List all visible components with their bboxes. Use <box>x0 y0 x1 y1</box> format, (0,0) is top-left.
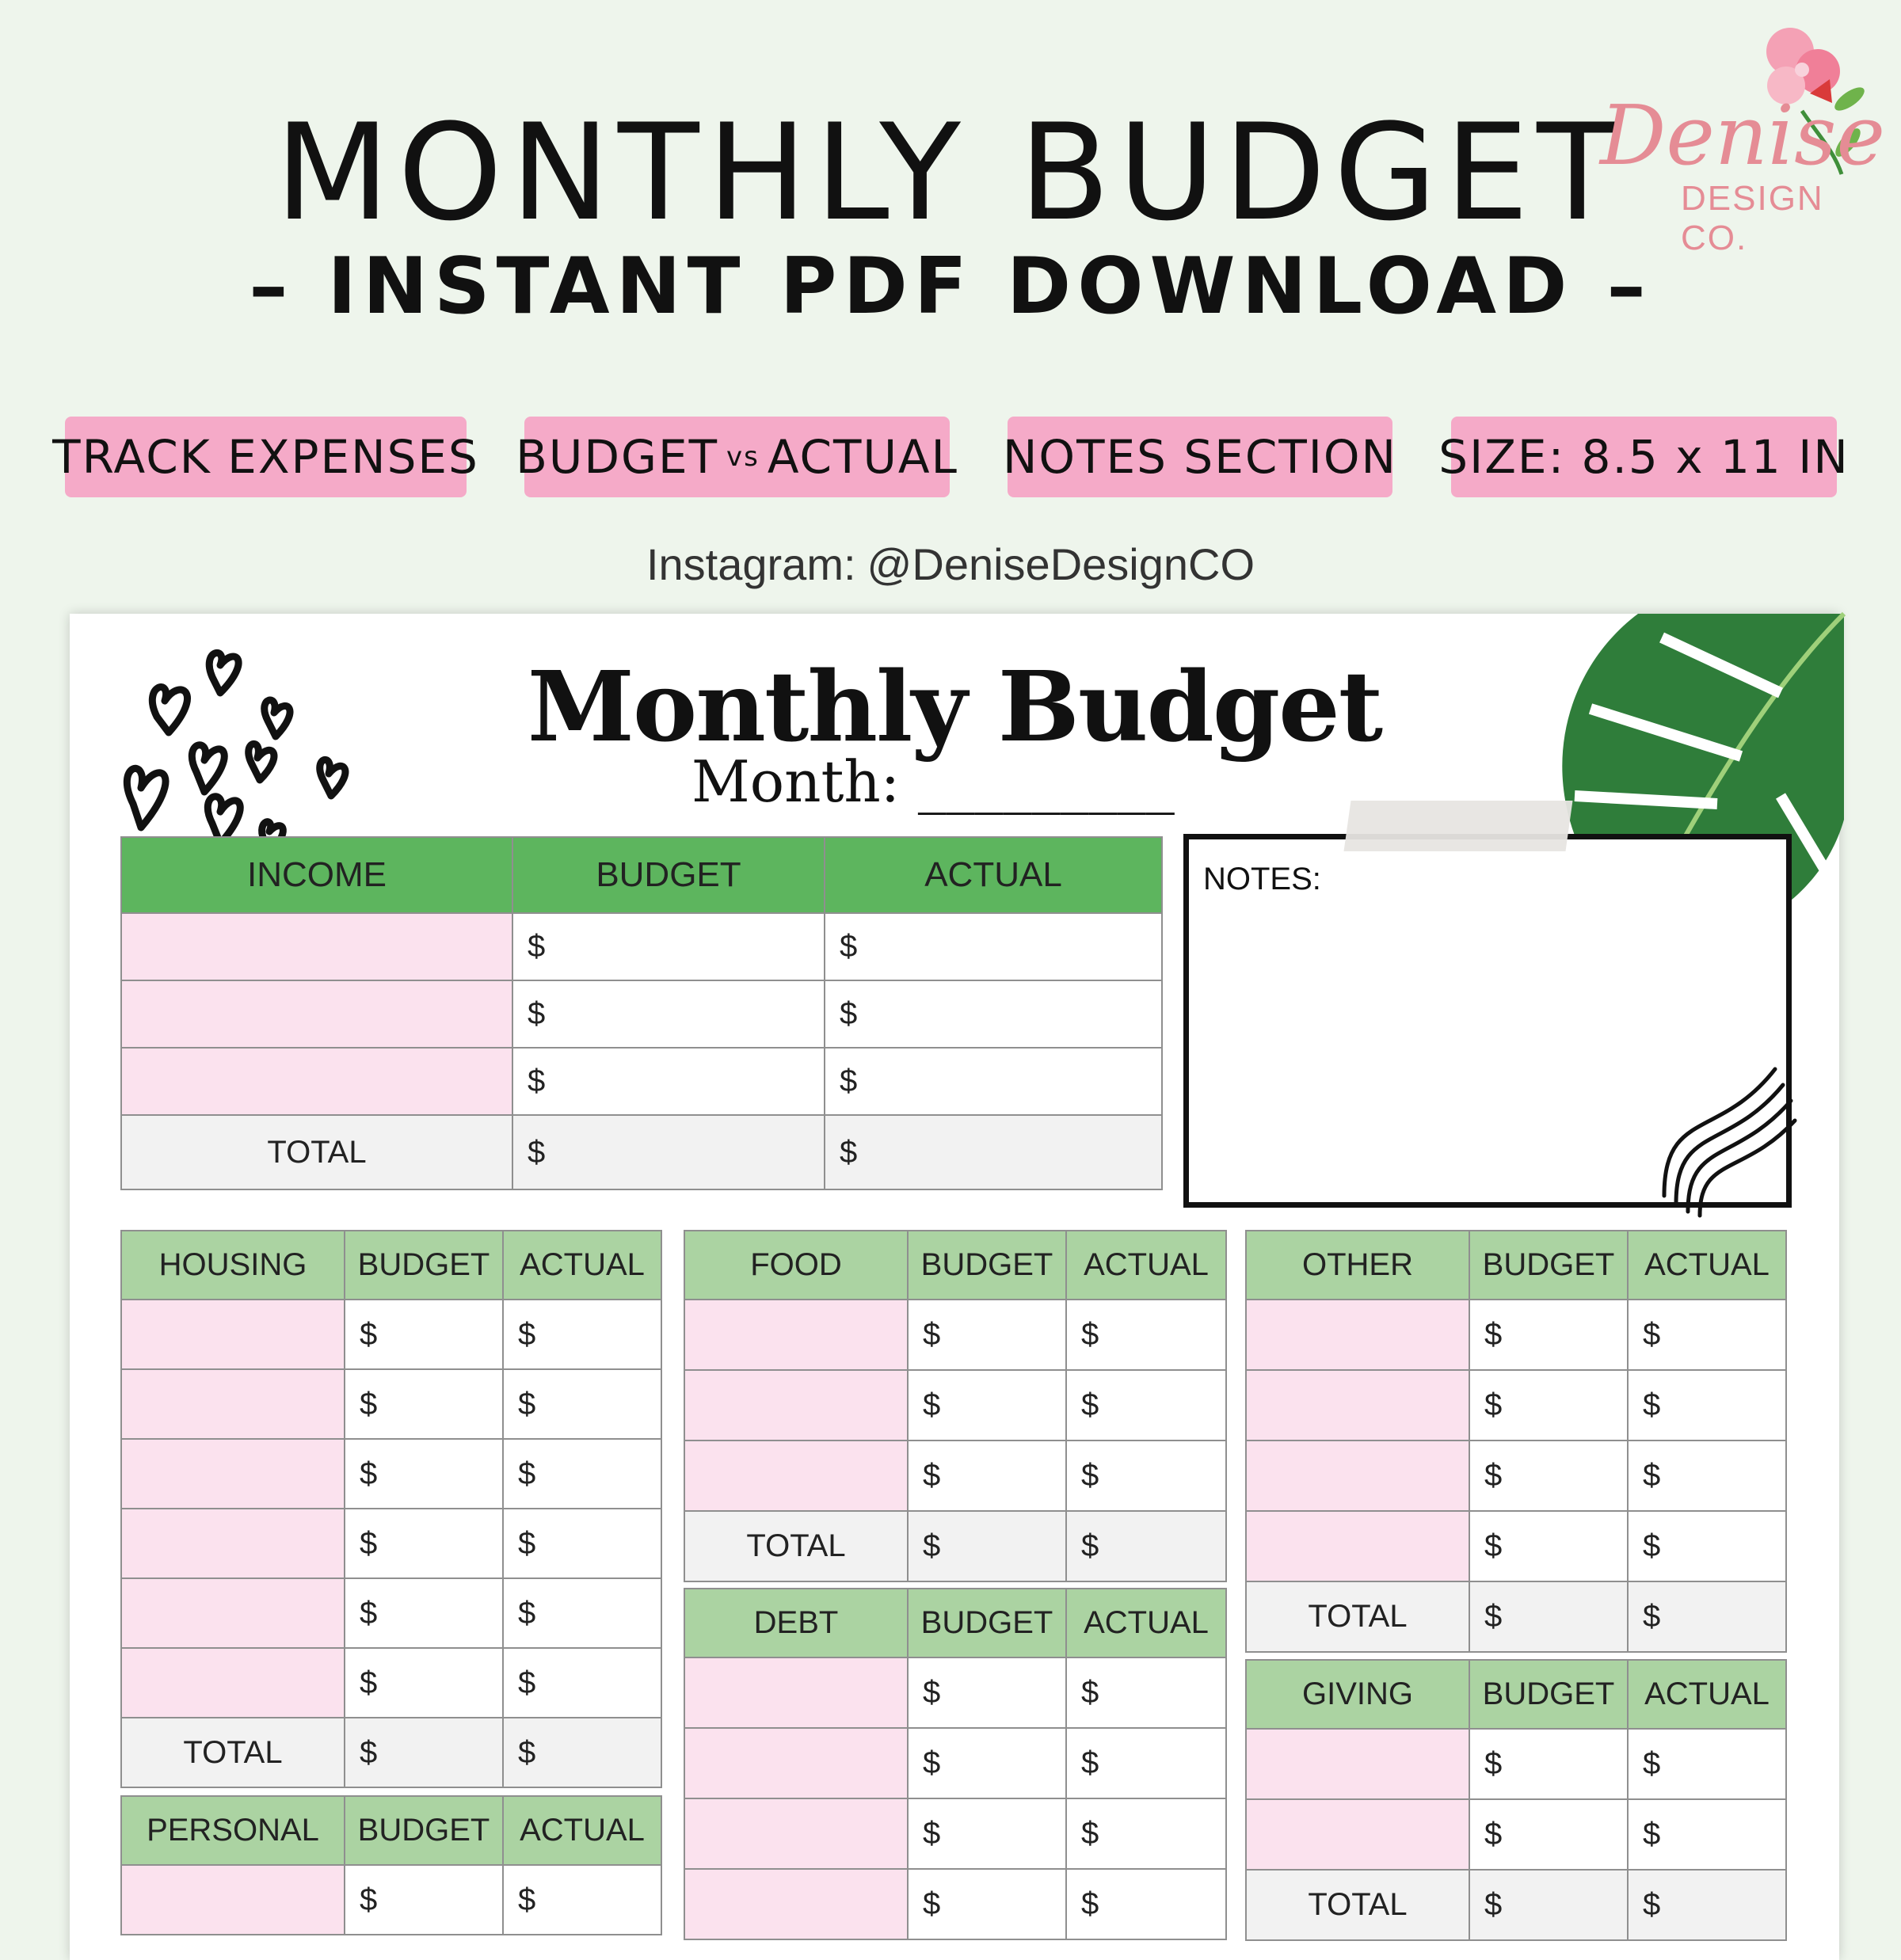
actual-total-cell[interactable]: $ <box>825 1115 1162 1189</box>
table-header-row <box>121 1796 661 1865</box>
total-row <box>121 1718 661 1787</box>
food-header: FOOD <box>684 1231 908 1300</box>
feature-label-vs: vs <box>726 441 760 473</box>
brand-logo <box>1592 24 1886 257</box>
actual-cell[interactable]: $ <box>1628 1729 1786 1799</box>
budget-header: BUDGET <box>908 1231 1066 1300</box>
budget-cell[interactable]: $ <box>1469 1511 1628 1581</box>
actual-cell[interactable]: $ <box>1066 1869 1226 1939</box>
budget-sheet-preview <box>70 614 1839 1960</box>
budget-cell[interactable]: $ <box>908 1441 1066 1511</box>
label-cell[interactable] <box>1246 1300 1469 1370</box>
table-row <box>684 1728 1226 1798</box>
actual-cell[interactable]: $ <box>1066 1370 1226 1441</box>
other-table <box>1245 1230 1787 1653</box>
budget-cell[interactable]: $ <box>345 1865 503 1935</box>
notes-box[interactable] <box>1183 834 1792 1208</box>
label-cell[interactable] <box>121 1865 345 1935</box>
label-cell[interactable] <box>684 1370 908 1441</box>
budget-cell[interactable]: $ <box>1469 1441 1628 1511</box>
label-cell[interactable] <box>121 1509 345 1578</box>
table-row <box>121 1048 1162 1115</box>
feature-label: TRACK EXPENSES <box>52 430 479 484</box>
budget-cell[interactable]: $ <box>1469 1370 1628 1441</box>
label-cell[interactable] <box>684 1657 908 1728</box>
actual-header: ACTUAL <box>825 837 1162 913</box>
income-table <box>120 836 1163 1190</box>
label-cell[interactable] <box>121 1048 512 1115</box>
budget-cell[interactable]: $ <box>345 1648 503 1718</box>
budget-header: BUDGET <box>512 837 825 913</box>
budget-cell[interactable]: $ <box>345 1578 503 1648</box>
personal-table <box>120 1795 662 1935</box>
other-header: OTHER <box>1246 1231 1469 1300</box>
page-subtitle: – INSTANT PDF DOWNLOAD – <box>249 242 1652 332</box>
actual-cell[interactable]: $ <box>503 1578 661 1648</box>
budget-total-cell[interactable]: $ <box>1469 1581 1628 1652</box>
label-cell[interactable] <box>1246 1370 1469 1441</box>
label-cell[interactable] <box>121 1648 345 1718</box>
table-header-row <box>121 837 1162 913</box>
actual-total-cell[interactable]: $ <box>1066 1511 1226 1581</box>
budget-cell[interactable]: $ <box>345 1439 503 1509</box>
actual-cell[interactable]: $ <box>1066 1798 1226 1869</box>
table-row <box>1246 1441 1786 1511</box>
total-label: TOTAL <box>121 1115 512 1189</box>
food-table <box>684 1230 1227 1582</box>
actual-cell[interactable]: $ <box>1628 1300 1786 1370</box>
table-header-row <box>684 1231 1226 1300</box>
total-row <box>1246 1581 1786 1652</box>
label-cell[interactable] <box>684 1300 908 1370</box>
budget-total-cell[interactable]: $ <box>1469 1870 1628 1940</box>
label-cell[interactable] <box>684 1441 908 1511</box>
total-label: TOTAL <box>1246 1870 1469 1940</box>
label-cell[interactable] <box>1246 1729 1469 1799</box>
income-header: INCOME <box>121 837 512 913</box>
total-row <box>1246 1870 1786 1940</box>
label-cell[interactable] <box>684 1798 908 1869</box>
total-label: TOTAL <box>1246 1581 1469 1652</box>
table-row <box>121 1509 661 1578</box>
table-row <box>684 1300 1226 1370</box>
total-label: TOTAL <box>121 1718 345 1787</box>
table-row <box>121 1865 661 1935</box>
total-row <box>121 1115 1162 1189</box>
budget-cell[interactable]: $ <box>1469 1729 1628 1799</box>
notes-label: NOTES: <box>1203 862 1321 896</box>
actual-header: ACTUAL <box>1066 1589 1226 1657</box>
actual-cell[interactable]: $ <box>1066 1657 1226 1728</box>
feature-label-b: ACTUAL <box>767 430 958 484</box>
table-row <box>121 1578 661 1648</box>
feature-label: NOTES SECTION <box>1003 430 1397 484</box>
label-cell[interactable] <box>121 1578 345 1648</box>
actual-cell[interactable]: $ <box>1066 1441 1226 1511</box>
table-header-row <box>121 1231 661 1300</box>
table-row <box>684 1441 1226 1511</box>
table-row <box>684 1657 1226 1728</box>
giving-header: GIVING <box>1246 1660 1469 1729</box>
budget-total-cell[interactable]: $ <box>512 1115 825 1189</box>
feature-label: SIZE: 8.5 x 11 IN <box>1438 430 1850 484</box>
actual-cell[interactable]: $ <box>503 1369 661 1439</box>
actual-cell[interactable]: $ <box>503 1439 661 1509</box>
debt-header: DEBT <box>684 1589 908 1657</box>
sheet-title: Monthly Budget <box>527 649 1382 763</box>
actual-header: ACTUAL <box>1628 1231 1786 1300</box>
label-cell[interactable] <box>121 980 512 1048</box>
actual-total-cell[interactable]: $ <box>1628 1870 1786 1940</box>
budget-cell[interactable]: $ <box>908 1728 1066 1798</box>
table-header-row <box>1246 1231 1786 1300</box>
feature-badge-size <box>1438 417 1850 497</box>
budget-cell[interactable]: $ <box>345 1509 503 1578</box>
instagram-label: Instagram: <box>646 539 856 589</box>
budget-cell[interactable]: $ <box>1469 1300 1628 1370</box>
budget-cell[interactable]: $ <box>512 980 825 1048</box>
budget-cell[interactable]: $ <box>1469 1799 1628 1870</box>
instagram-line <box>0 539 1901 590</box>
housing-header: HOUSING <box>121 1231 345 1300</box>
budget-cell[interactable]: $ <box>345 1369 503 1439</box>
wave-lines-doodle <box>1656 1061 1799 1220</box>
feature-badge-budget-vs-actual <box>516 417 958 497</box>
personal-header: PERSONAL <box>121 1796 345 1865</box>
budget-header: BUDGET <box>345 1796 503 1865</box>
actual-total-cell[interactable]: $ <box>1628 1581 1786 1652</box>
table-row <box>121 980 1162 1048</box>
table-row <box>121 1300 661 1369</box>
budget-cell[interactable]: $ <box>345 1300 503 1369</box>
tape-decoration <box>1344 801 1573 851</box>
table-row <box>121 913 1162 980</box>
actual-cell[interactable]: $ <box>825 913 1162 980</box>
table-row <box>1246 1729 1786 1799</box>
table-row <box>684 1370 1226 1441</box>
logo-script-text: Denise <box>1600 87 1886 184</box>
budget-cell[interactable]: $ <box>512 913 825 980</box>
total-row <box>684 1511 1226 1581</box>
budget-cell[interactable]: $ <box>908 1657 1066 1728</box>
feature-badge-notes-section <box>1003 417 1397 497</box>
actual-cell[interactable]: $ <box>1628 1799 1786 1870</box>
budget-cell[interactable]: $ <box>908 1869 1066 1939</box>
month-field: Month: _________ <box>691 748 1175 815</box>
feature-label-a: BUDGET <box>516 430 719 484</box>
logo-sub-text: DESIGN CO. <box>1681 179 1824 257</box>
actual-cell[interactable]: $ <box>503 1865 661 1935</box>
actual-cell[interactable]: $ <box>1628 1441 1786 1511</box>
table-row <box>1246 1511 1786 1581</box>
actual-header: ACTUAL <box>503 1796 661 1865</box>
budget-header: BUDGET <box>1469 1231 1628 1300</box>
table-row <box>684 1869 1226 1939</box>
actual-cell[interactable]: $ <box>503 1300 661 1369</box>
label-cell[interactable] <box>121 913 512 980</box>
actual-header: ACTUAL <box>1628 1660 1786 1729</box>
actual-cell[interactable]: $ <box>825 1048 1162 1115</box>
actual-header: ACTUAL <box>1066 1231 1226 1300</box>
table-row <box>121 1648 661 1718</box>
label-cell[interactable] <box>1246 1799 1469 1870</box>
table-header-row <box>1246 1660 1786 1729</box>
giving-table <box>1245 1659 1787 1941</box>
actual-cell[interactable]: $ <box>503 1648 661 1718</box>
label-cell[interactable] <box>121 1369 345 1439</box>
label-cell[interactable] <box>1246 1441 1469 1511</box>
table-row <box>1246 1300 1786 1370</box>
table-row <box>121 1369 661 1439</box>
actual-cell[interactable]: $ <box>825 980 1162 1048</box>
budget-cell[interactable]: $ <box>908 1370 1066 1441</box>
label-cell[interactable] <box>684 1869 908 1939</box>
budget-header: BUDGET <box>1469 1660 1628 1729</box>
actual-header: ACTUAL <box>503 1231 661 1300</box>
actual-cell[interactable]: $ <box>1628 1370 1786 1441</box>
budget-header: BUDGET <box>345 1231 503 1300</box>
page-title: MONTHLY BUDGET <box>275 95 1626 250</box>
budget-cell[interactable]: $ <box>908 1798 1066 1869</box>
budget-header: BUDGET <box>908 1589 1066 1657</box>
table-row <box>684 1798 1226 1869</box>
budget-total-cell[interactable]: $ <box>345 1718 503 1787</box>
actual-cell[interactable]: $ <box>1066 1728 1226 1798</box>
total-label: TOTAL <box>684 1511 908 1581</box>
label-cell[interactable] <box>684 1728 908 1798</box>
table-row <box>1246 1370 1786 1441</box>
label-cell[interactable] <box>1246 1511 1469 1581</box>
actual-cell[interactable]: $ <box>1628 1511 1786 1581</box>
instagram-handle: @DeniseDesignCO <box>867 539 1255 589</box>
housing-table <box>120 1230 662 1788</box>
feature-badge-track-expenses <box>52 417 479 497</box>
actual-total-cell[interactable]: $ <box>503 1718 661 1787</box>
label-cell[interactable] <box>121 1439 345 1509</box>
table-header-row <box>684 1589 1226 1657</box>
table-row <box>1246 1799 1786 1870</box>
budget-cell[interactable]: $ <box>512 1048 825 1115</box>
actual-cell[interactable]: $ <box>1066 1300 1226 1370</box>
budget-cell[interactable]: $ <box>908 1300 1066 1370</box>
table-row <box>121 1439 661 1509</box>
label-cell[interactable] <box>121 1300 345 1369</box>
budget-total-cell[interactable]: $ <box>908 1511 1066 1581</box>
debt-table <box>684 1588 1227 1940</box>
actual-cell[interactable]: $ <box>503 1509 661 1578</box>
